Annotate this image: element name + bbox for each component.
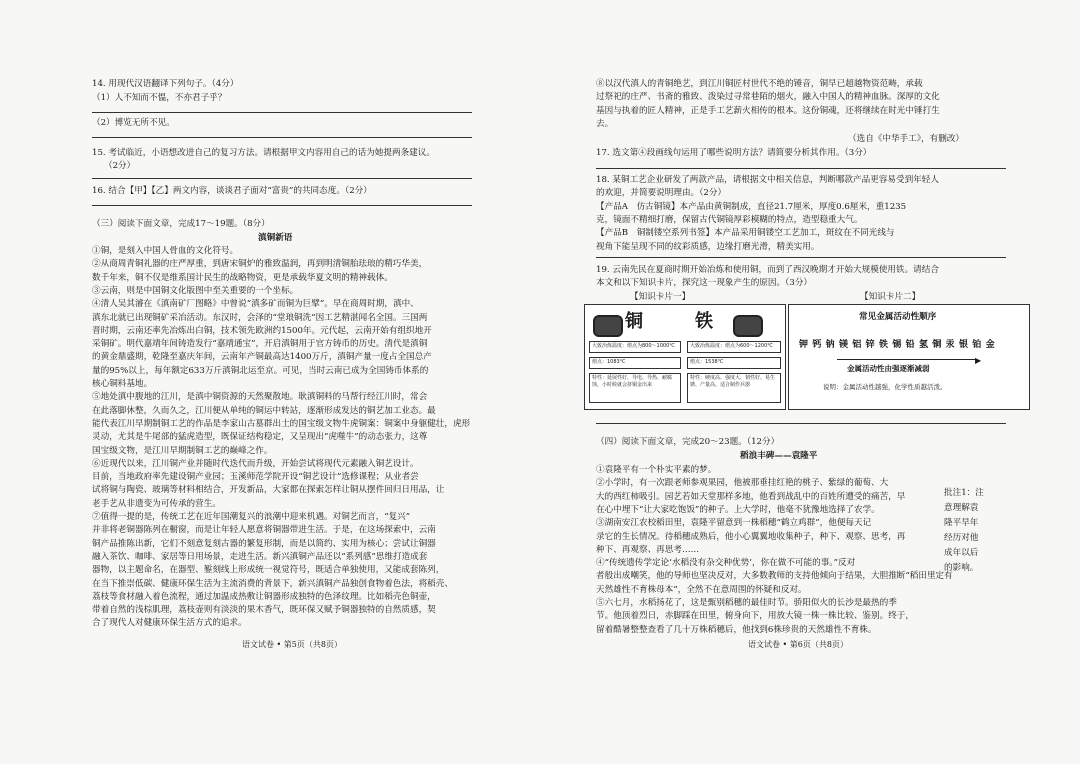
- iron-smelt-temp: 大致冶炼温度：熔点为600～1200℃: [687, 341, 781, 353]
- activity-arrow-label: 金属活动性由强逐渐减弱: [847, 364, 930, 373]
- question-15-score: （2分）: [104, 161, 136, 171]
- paragraph-line: 灵动，尤其是牛尾部的猛虎造型，既保证结构稳定，又呈现出“虎噬牛”的动态张力，这尊: [92, 432, 428, 443]
- question-17: 17. 选文第④段画线句运用了哪些说明方法？请简要分析其作用。（3分）: [596, 148, 872, 158]
- paragraph-line: 铜产品推陈出新，它们不刻意复刻古器的繁复形制，而是以简约、实用为核心；尝试让铜器: [92, 538, 436, 549]
- question-line: 18. 某铜工艺企业研发了两款产品，请根据文中相关信息，判断哪款产品更容易受到年轻人: [596, 175, 939, 185]
- page-footer: 语文试卷 • 第5页（共8页）: [242, 640, 342, 649]
- paragraph-line: ⑦值得一提的是，传统工艺在近年国潮复兴的浪潮中迎来机遇。对铜艺而言，“复兴”: [92, 512, 411, 522]
- copper-melting-point: 熔点：1083℃: [589, 357, 681, 369]
- article-title-2: 稻浪丰碑——袁隆平: [740, 451, 818, 461]
- annotation-line: 隆平早年: [944, 518, 979, 528]
- paragraph-line: 合了现代人对健康环保生活方式的追求。: [92, 618, 247, 629]
- paragraph-line: 老手艺从非遗变为可传承的营生。: [92, 498, 221, 509]
- paragraph-line: 基因与执着的匠人精神，正是手工艺薪火相传的根本。这份铜魂，还将继续在时光中锤打生: [596, 105, 940, 116]
- paragraph-line: 目前，当地政府率先建设铜产业园；玉溪师范学院开设“铜艺设计”选修课程；从业者尝: [92, 472, 419, 483]
- iron-name: 铁: [695, 311, 713, 332]
- paragraph-line: 国宝级文物，是江川早期制铜工艺的巅峰之作。: [92, 445, 273, 456]
- question-line: 本文和以下知识卡片，探究这一现象产生的原因。（3分）: [596, 278, 813, 289]
- answer-line: [596, 423, 1006, 424]
- answer-line: [596, 257, 1006, 258]
- activity-note: 说明：金属活动性越强，化学性质越活泼。: [823, 383, 947, 391]
- paragraph-line: 并非将老铜器陈列在橱窗，而是让年轻人愿意将铜器带进生活。于是，在这场探索中，云南: [92, 525, 436, 536]
- copper-properties: 特性：延展性好、导电、导热、耐腐蚀，小时候就会挤铜金出来: [589, 373, 681, 403]
- paragraph-line: ②从商周青铜礼器的庄严厚重，到唐宋铜炉的雅致温润，再到明清铜胎珐琅的精巧华美，: [92, 259, 428, 270]
- paragraph-line: ⑧以汉代滇人的青铜绝艺，到江川铜匠村世代不绝的锤音，铜早已超越物资范畴，承载: [596, 79, 923, 89]
- paragraph-line: 天然雄性不育株母本”，全然不在意周围的怀疑和反对。: [596, 584, 807, 595]
- paragraph-line: 节。他顶着烈日，赤脚踩在田里，俯身向下，用放大镜一株一株比较、鉴别。终于，: [596, 611, 914, 622]
- paragraph-line: 留着酷暑整整查看了几十万株稻穗后，他找到6株珍贵的天然雄性不育株。: [596, 624, 877, 635]
- paragraph-line: 大的西红柿吸引。园艺若如天堂那样多地，他看到战乱中的百姓所遭受的痛苦，早: [596, 491, 906, 502]
- annotation-line: 成年以后: [944, 548, 979, 558]
- paragraph-line: 核心铜料基地。: [92, 379, 153, 389]
- card2-label: 【知识卡片二】: [860, 292, 921, 302]
- annotation-line: 意理解袁: [944, 503, 979, 513]
- annotation-line: 的影响。: [944, 563, 979, 573]
- article-title: 滇铜新语: [258, 233, 293, 243]
- knowledge-card-2: [788, 304, 1030, 410]
- answer-line: [92, 178, 472, 179]
- activity-arrow: [837, 359, 977, 360]
- arrow-head-icon: ▶: [975, 356, 982, 365]
- annotation-line: 经历对他: [944, 533, 979, 543]
- iron-properties: 特性：硬度高、强度大、韧性好、易生锈、产量高、适合制作兵器: [687, 373, 781, 403]
- copper-smelt-temp: 大致冶炼温度：熔点为800～1000℃: [589, 341, 681, 353]
- section-4-heading: （四）阅读下面文章，完成20～23题。（12分）: [596, 437, 780, 447]
- paragraph-line: ⑤六七月，水稻扬花了，这是甄别稻穗的最佳时节。骄阳似火的长沙是最热的季: [596, 598, 897, 608]
- paragraph-line: 在当下推崇低碳、健康环保生活为主流消费的背景下，新兴滇铜产品独创食物着色法，将稻壳、: [92, 578, 453, 589]
- paragraph-line: 带着自然的浅棕肌理，荔枝壶则有淡淡的果木香气，既环保又赋予铜器独特的自然质感，契: [92, 605, 436, 616]
- activity-series-title: 常见金属活动性顺序: [859, 312, 937, 322]
- page-footer: 语文试卷 • 第6页（共8页）: [748, 640, 848, 649]
- right-page: [540, 0, 1080, 764]
- paragraph-line: 种下、再观察、再思考……: [596, 544, 700, 555]
- iron-icon: [733, 315, 763, 337]
- question-14: 14. 用现代汉语翻译下列句子。（4分）: [92, 79, 239, 89]
- paragraph-line: 器物，以主题命名，在器型、錾刻线上形成统一视觉符号，既适合单独使用，又能成套陈列，: [92, 565, 445, 576]
- paragraph-line: ④清人吴其濬在《滇南矿厂图略》中曾说“滇多矿而铜为巨擘”。早在商周时期，滇中、: [92, 299, 419, 310]
- paragraph-line: 在心中埋下“让大家吃饱饭”的种子。上大学时，他毫不犹豫地选择了农学。: [596, 504, 880, 515]
- paragraph-line: 去。: [596, 118, 614, 129]
- section-3-heading: （三）阅读下面文章，完成17～19题。（8分）: [92, 219, 270, 229]
- answer-line: [92, 112, 472, 113]
- paragraph-line: ⑤地处滇中腹地的江川，是滇中铜资源的天然聚散地。耿滇铜料的马帮行经江川时，常会: [92, 392, 428, 403]
- copper-icon: [593, 315, 623, 337]
- article-source: （选自《中华手工》，有删改）: [848, 134, 965, 144]
- question-15: 15. 考试临近，小语想改进自己的复习方法。请根据甲文内容用自己的话为她提两条建议。: [92, 148, 435, 158]
- answer-line: [92, 205, 472, 206]
- paragraph-line: ①铜，是刻入中国人骨血的文化符号。: [92, 246, 239, 256]
- paragraph-line: 在此落脚休整，久而久之，江川便从单纯的铜运中转站，逐渐形成发达的铜艺加工业态。最: [92, 405, 436, 416]
- paragraph-line: 的黄金鼎盛期，乾隆至嘉庆年间，云南年产铜最高达1400万斤，滇铜产量一度占全国总产: [92, 352, 432, 363]
- question-14-1: （1）人不知而不愠，不亦君子乎？: [92, 93, 227, 103]
- paragraph-line: 试将铜与陶瓷、玻璃等材料相结合，开发新品，大家都在探索怎样让铜从摆件回归日用品，让: [92, 485, 445, 496]
- paragraph-line: 采铜矿。明代嘉靖年间铸造发行“嘉靖通宝”，开启滇铜用于官方铸币的历史。清代是滇铜: [92, 339, 428, 350]
- paragraph-line: 滇东北就已出现铜矿采冶活动。东汉时，会泽的“堂琅铜洗”因工艺精湛闻名全国。三国两: [92, 312, 428, 323]
- iron-melting-point: 熔点：1538℃: [687, 357, 781, 369]
- paragraph-line: 量的95%以上，每年额定633万斤滇铜北运至京。可见，当时云南已成为全国铸币体系的: [92, 365, 429, 376]
- question-line: 【产品A 仿古铜镜】本产品由黄铜制成，直径21.7厘米，厚度0.6厘米，重1235: [596, 201, 907, 212]
- card1-label: 【知识卡片一】: [630, 292, 691, 302]
- knowledge-card-1: [584, 304, 786, 410]
- annotation-line: 批注1：注: [944, 488, 984, 498]
- paragraph-line: 能代表江川早期制铜工艺的作品是李家山古墓群出土的国宝级文物牛虎铜案：铜案中身躯健壮，虎形: [92, 418, 471, 429]
- question-line: 【产品B 铜制镂空系列书签】本产品采用铜镂空工艺加工，斑纹在不同光线与: [596, 228, 895, 239]
- paragraph-line: 数千年来，铜不仅是维系国计民生的战略物资，更是承载华夏文明的精神载体。: [92, 272, 393, 283]
- paragraph-line: ①袁隆平有一个朴实平素的梦。: [596, 465, 717, 475]
- paragraph-line: ⑥近现代以来，江川铜产业并随时代迭代而升级，开始尝试将现代元素融入铜艺设计。: [92, 458, 419, 469]
- copper-name: 铜: [625, 311, 643, 332]
- paragraph-line: ③云南，则是中国铜文化版图中至关重要的一个坐标。: [92, 285, 299, 296]
- answer-line: [92, 137, 472, 138]
- question-line: 的欢迎，并简要说明理由。（2分）: [596, 188, 727, 199]
- question-16: 16. 结合【甲】【乙】两文内容，谈谈君子面对“富贵”的共同态度。（2分）: [92, 186, 372, 196]
- paragraph-line: ③湖南安江农校稻田里，袁隆平留意到一株稻穗“鹤立鸡群”，他便每天记: [596, 518, 872, 529]
- answer-line: [596, 168, 1006, 169]
- paragraph-line: 晋时期，云南还率先冶炼出白铜，技术领先欧洲约1500年。元代起，云南开始有组织地开: [92, 325, 432, 336]
- paragraph-line: 荔枝等食材融入着色流程，通过加温成热敷让铜器形成独特的色泽纹理。比如稻壳色铜壶，: [92, 591, 436, 602]
- question-14-2: （2）博览无所不见。: [92, 118, 175, 128]
- paragraph-line: 融入茶饮、咖啡、家居等日用场景，走进生活。新兴滇铜产品还以“系列感”思维打造成套: [92, 551, 428, 562]
- question-line: 19. 云南先民在夏商时期开始冶炼和使用铜，而到了西汉晚期才开始大规模使用铁。请结合: [596, 265, 939, 275]
- question-line: 视角下能呈现不同的纹彩质感，边缘打磨光滑，精美实用。: [596, 241, 820, 252]
- paragraph-line: 录它的生长情况。待稻穗成熟后，他小心翼翼地收集种子，种下、观察、思考，再: [596, 531, 906, 542]
- paragraph-line: 过祭祀的庄严、书斋的雅致、泼染过寻常巷陌的烟火，融入中国人的精神血脉。深厚的文化: [596, 92, 940, 103]
- paragraph-line: ④“传统遗传学定论‘水稻没有杂交种优势’，你在做不可能的事。”反对: [596, 558, 856, 569]
- paragraph-line: 者般出成嘲笑，他的导师也坚决反对，大多数教师的支持他倾向于结果，大胆推断“稻田里定有: [596, 571, 953, 582]
- question-line: 克，镜面不精细打磨，保留古代铜镜厚彩模糊的特点，造型稳重大气。: [596, 214, 863, 225]
- activity-series-sequence: 钾 钙 钠 镁 铝 锌 铁 锡 铅 氢 铜 汞 银 铂 金: [799, 340, 996, 350]
- paragraph-line: ②小学时，有一次跟老师参观果园，他被那垂挂红艳的桃子、紫绿的葡萄、大: [596, 478, 889, 489]
